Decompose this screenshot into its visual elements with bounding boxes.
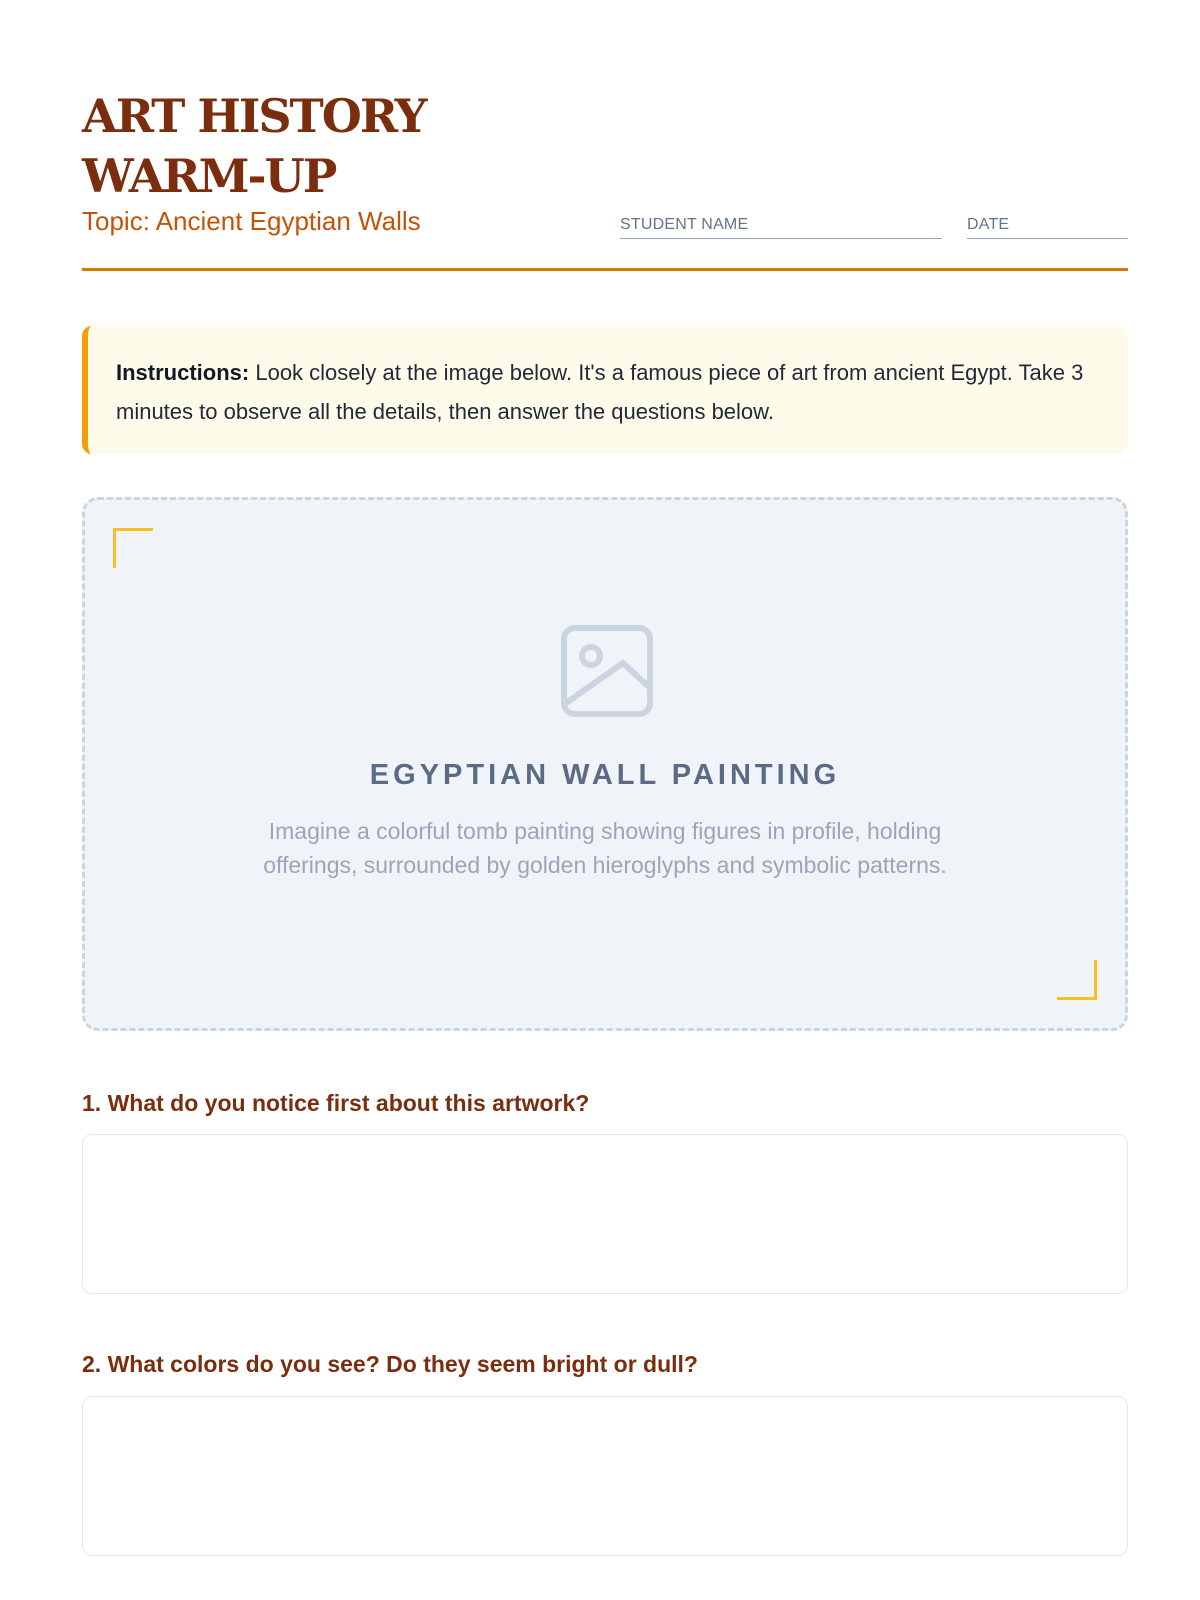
- question-1-answer-input[interactable]: [82, 1134, 1128, 1294]
- corner-mark-bottom-right: [1057, 960, 1097, 1000]
- page-title: ART HISTORY WARM-UP: [82, 89, 426, 203]
- student-name-field[interactable]: [620, 216, 942, 239]
- instructions-box: [82, 326, 1128, 454]
- corner-mark-top-left: [113, 528, 153, 568]
- student-name-label: STUDENT NAME: [620, 216, 749, 233]
- question-1-label: 1. What do you notice first about this artwork?: [82, 1090, 590, 1116]
- image-icon: [561, 625, 653, 717]
- question-2-answer-input[interactable]: [82, 1396, 1128, 1556]
- date-field[interactable]: [967, 216, 1128, 239]
- image-placeholder-title: EGYPTIAN WALL PAINTING: [369, 759, 841, 791]
- question-2-label: 2. What colors do you see? Do they seem bright or dull?: [82, 1351, 698, 1377]
- image-placeholder: [82, 497, 1128, 1031]
- header-divider: [82, 268, 1128, 271]
- instructions-label: Instructions:: [116, 360, 250, 385]
- image-placeholder-description: Imagine a colorful tomb painting showing figures in profile, holding offerings, surrounded by golden hieroglyphs and symbolic patterns.: [263, 818, 947, 878]
- instructions-text: Look closely at the image below. It's a famous piece of art from ancient Egypt. Take 3 minutes to observe all the details, then answer the questions below.: [116, 360, 1084, 424]
- date-label: DATE: [967, 216, 1010, 233]
- topic-subtitle: Topic: Ancient Egyptian Walls: [82, 206, 421, 236]
